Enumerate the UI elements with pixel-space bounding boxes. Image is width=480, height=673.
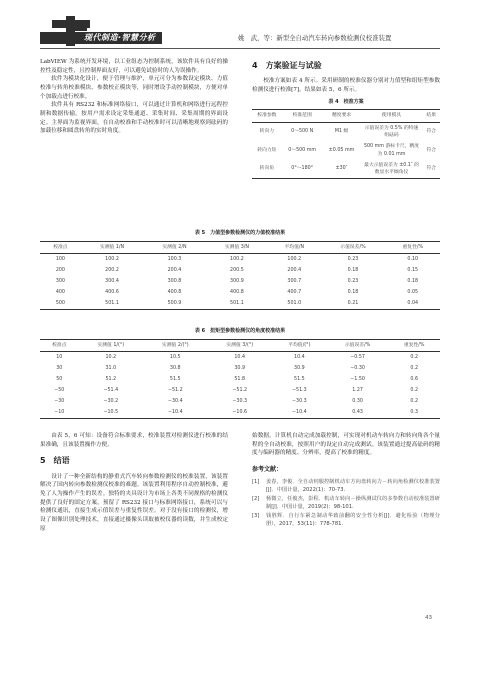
column-header: 精度要求 [323, 110, 361, 122]
column-header: 校准点 [40, 339, 79, 351]
table-4 [252, 109, 440, 179]
table-cell: 10.4 [294, 354, 305, 360]
column-header: 结果 [423, 110, 440, 122]
table-cell: 0.6 [410, 377, 419, 382]
table-cell: 示值误差为 0.5% 的特速组砝码 [364, 125, 419, 139]
table-cell: 501.0 [287, 301, 302, 307]
table-row [252, 141, 440, 159]
column-header: 实测值 2/N [143, 241, 205, 253]
column-header: 使用模具 [361, 110, 423, 122]
table-cell: 0.43 [352, 410, 363, 416]
table-cell: 0.3 [410, 410, 419, 416]
table-cell: 符合 [426, 147, 437, 153]
table-cell: 200.2 [105, 267, 119, 273]
header-divider [40, 48, 440, 49]
table-cell: −30 [54, 399, 65, 405]
table-cell: 10.4 [234, 354, 246, 360]
table-cell: −30.2 [103, 399, 119, 405]
column-header: 实测值 3/N [206, 241, 268, 253]
table-cell: 0.2 [410, 354, 419, 360]
column-header: 平均值/(°) [272, 339, 327, 351]
table-row [40, 385, 440, 396]
paragraph: LabVIEW 为系统开发环境，以工业组态为控制系统，该软件具有良好的操控性及稳定性，且控制界面友好，可以避免试验时的人为误操作。 [40, 59, 228, 74]
table-row [40, 374, 440, 385]
table-cell: 31.0 [105, 365, 117, 371]
left-column [40, 58, 228, 136]
section-heading: 4 方案验证与试验 [252, 61, 322, 70]
table-cell: 30.8 [169, 365, 181, 371]
table-caption: 表 6 扭矩型参数检测仪的角度校准结果 [194, 328, 286, 334]
table-cell: M1 级 [334, 129, 349, 135]
table-cell: −0.57 [350, 354, 365, 360]
page-number: 43 [425, 615, 433, 621]
table-cell: 400.8 [167, 290, 182, 296]
table-header-row [40, 241, 440, 253]
table-cell: 0.18 [347, 267, 359, 273]
table-cell: 500 mm 游标卡尺，精度为 0.01 mm [363, 144, 420, 157]
page-header [0, 0, 480, 50]
table-cell: ±0.05 mm [328, 147, 355, 153]
table-cell: 0°～180° [291, 166, 314, 172]
table-cell: −51.3 [292, 388, 307, 394]
table-cell: 500 [55, 301, 65, 307]
table-row [40, 254, 440, 266]
table-cell: 转向角 [259, 166, 275, 172]
table-row [40, 407, 440, 419]
table-row [40, 396, 440, 407]
table-row [40, 287, 440, 298]
reference-text: 钱胜辉．自行车紧急制动华致前翻的安全性分析[J]．避化检验（物理分册），2017，53(11)：778-781. [266, 513, 440, 527]
table-cell: 0.05 [407, 290, 419, 296]
table-6-block [40, 324, 440, 419]
table-cell: 30.9 [294, 365, 305, 371]
reference-item [252, 513, 440, 528]
table-cell: 300.7 [287, 279, 302, 284]
table-cell: 51.2 [105, 377, 117, 382]
table-cell: 10.5 [169, 354, 181, 360]
table-cell: 1.27 [352, 388, 363, 394]
table-cell: 0.18 [407, 279, 419, 284]
table-cell: 0.23 [347, 256, 359, 262]
table-cell: 符合 [426, 166, 437, 172]
table-row [40, 265, 440, 276]
table-cell: 0.15 [407, 267, 419, 273]
table-cell: 0～500 mm [288, 147, 317, 153]
table-cell: −10 [54, 410, 65, 416]
paragraph: 由表 5，6 可知：设备符合标准要求，校准装置对检测仪进行校准的结果准确，且该装置操作方便。 [40, 433, 228, 448]
table-cell: 0.2 [410, 399, 419, 405]
table-cell: 100.2 [230, 256, 244, 262]
table-cell: 30.9 [234, 365, 246, 371]
table-5 [40, 241, 440, 311]
table-cell: 100.2 [105, 256, 119, 262]
column-header: 校准范围 [282, 110, 323, 122]
table-cell: −10.4 [292, 410, 307, 416]
column-header: 实测值 3/(°) [208, 339, 272, 351]
bottom-left-column [40, 432, 228, 533]
journal-logo-text: 现代制造·智慧分析 [84, 33, 156, 42]
paragraph: 软件具有 RS232 和标准网络接口，可以通过计算机和网络进行远程控制和数据传输。按用户需求设定采集通道、采集时间、采集周期的界面设定。主界面为监视界面，在自动校准和手动校准时可以清晰地观察到砝码的加载位移和圆盘转角的实时角度。 [40, 102, 228, 135]
table-cell: −51.4 [103, 388, 119, 394]
table-cell: 400.8 [230, 290, 244, 296]
references-heading: 参考文献： [252, 465, 283, 473]
table-cell: 0.18 [347, 290, 359, 296]
column-header: 实测值 2/(°) [143, 339, 207, 351]
table-row [40, 298, 440, 310]
reference-number: [3] [252, 513, 260, 520]
table-row [252, 122, 440, 141]
table-cell: ±30″ [335, 166, 348, 172]
table-cell: 501.1 [105, 301, 119, 307]
reference-text: 杨微立，任俊杰，彭程．机动车转向－操纵测试仪的多参数自动校准装置研制[J]．中国计量，2019(2)：98-101. [266, 496, 440, 510]
table-cell: −51.2 [167, 388, 183, 394]
table-cell: −10.4 [167, 410, 183, 416]
table-cell: 100.2 [287, 256, 302, 262]
column-header: 示值误差/% [320, 241, 385, 253]
table-cell: 0.04 [407, 301, 419, 307]
table-row [252, 160, 440, 179]
table-cell: 300.8 [167, 279, 182, 284]
table-cell: −51.2 [232, 388, 248, 394]
table-6 [40, 339, 440, 420]
table-cell: −50 [54, 388, 65, 394]
table-cell: 0.2 [410, 365, 419, 371]
column-header: 重复性/% [388, 339, 440, 351]
table-cell: −10.6 [232, 410, 248, 416]
column-header: 校准参数 [252, 110, 282, 122]
table-5-block [40, 226, 440, 310]
table-cell: 300.9 [230, 279, 244, 284]
column-header: 实测值 1/N [81, 241, 143, 253]
table-cell: 51.5 [169, 377, 181, 382]
table-cell: −30.4 [167, 399, 183, 405]
table-cell: −10.5 [103, 410, 119, 416]
column-header: 重复性/% [386, 241, 440, 253]
table-cell: 0.21 [347, 301, 359, 307]
column-header: 示值误差/% [327, 339, 389, 351]
table-cell: 501.1 [230, 301, 244, 307]
table-cell: 400.6 [105, 290, 119, 296]
table-cell: 200.5 [230, 267, 244, 273]
table-cell: 100 [55, 256, 65, 262]
table-header-row [252, 110, 440, 122]
table-cell: 0～500 N [291, 129, 314, 135]
paragraph: 校准方案如表 4 所示。采用研制的校准仪器分别对力值型和组矩型参数检测仪进行校准[7]，结果如表 5，6 所示。 [252, 78, 440, 94]
table-row [40, 363, 440, 374]
table-cell: 200.4 [167, 267, 182, 273]
reference-number: [2] [252, 496, 260, 503]
reference-item [252, 496, 440, 511]
column-header: 实测值 1/(°) [79, 339, 143, 351]
table-cell: 10 [56, 354, 63, 360]
bottom-right-column [252, 432, 440, 530]
table-cell: 100.3 [167, 256, 182, 262]
table-cell: 300 [55, 279, 65, 284]
table-cell: 0.23 [347, 279, 359, 284]
paragraph: 始数据。计算机自动完成加载控制，可实现对机动车转向力和转向角各个量程的全自动校准，按照用户的设定自动完成测试。该装置通过提高砝码的精度与编码器的精度、分辨率，提高了校准的精度。 [252, 433, 440, 457]
table-cell: −1.50 [350, 377, 365, 382]
section-heading: 5 结语 [40, 456, 70, 466]
table-cell: −0.30 [350, 365, 365, 371]
table-cell: 400 [55, 290, 65, 296]
table-cell: 200.4 [287, 267, 302, 273]
table-cell: 51.5 [294, 377, 305, 382]
right-column [252, 54, 440, 179]
reference-list [252, 479, 440, 528]
table-header-row [40, 339, 440, 351]
table-cell: −30.3 [292, 399, 307, 405]
running-title: 姚 武，等：新型全自动汽车转向参数检测仪校准装置 [238, 34, 392, 42]
table-cell: 0.2 [410, 388, 419, 394]
table-cell: 转向力 [259, 129, 275, 135]
column-header: 校准点 [40, 241, 81, 253]
table-cell: 符合 [426, 129, 437, 135]
reference-number: [1] [252, 479, 260, 486]
table-cell: 0.30 [352, 399, 363, 405]
table-cell: 转向力矩 [257, 147, 277, 153]
table-cell: 500.9 [167, 301, 182, 307]
reference-text: 姜春，李俊．全自动伺服控制机动车方向盘转向力－转向角检测仪校准装置[J]．中国计量，2022(1)：70-73. [266, 479, 440, 493]
table-cell: 51.8 [234, 377, 246, 382]
table-caption: 表 4 校准方案 [328, 98, 364, 105]
table-cell: 10.2 [105, 354, 117, 360]
table-cell: 最大示值误差为 ±0.1″ 的数显水平倾角仪 [364, 162, 419, 175]
table-cell: 300.4 [105, 279, 119, 284]
table-cell: 0.10 [407, 256, 419, 262]
table-cell: 50 [56, 377, 63, 382]
column-header: 平均值/N [268, 241, 320, 253]
table-cell: 30 [56, 365, 63, 371]
table-cell: 400.7 [287, 290, 302, 296]
table-row [40, 276, 440, 287]
table-row [40, 352, 440, 364]
reference-item [252, 479, 440, 494]
table-cell: −30.3 [232, 399, 248, 405]
table-cell: 200 [55, 267, 65, 273]
paragraph: 软件为模块化设计，便于管理与维护，单元可分为参数设定模块、力值校准与转角校准模块、参数校正模块等，同时增设手动控制模块，方便对单个加载点进行校准。 [40, 76, 228, 100]
paragraph: 设计了一种全新结构的静重式汽车转向参数检测仪的校准装置，该装置解决了国内转向参数检测仪校准的难题。该装置利用程序自动控制校准，避免了人为操作产生的误差。独特的夹具设计为市场上各类不同规格的检测仪提供了良好的固定方案。预留了 RS232 接口与标准网络接口，系统可以与检测仪通讯，直接生成示值误差与重复性误差。对于没有接口的检测仪，增设了图像识别处理技术，直接通过摄像头读取被校仪器的读数，并生成校定原 [40, 473, 228, 532]
table-caption: 表 5 力值型参数检测仪的力值校准结果 [194, 230, 286, 236]
